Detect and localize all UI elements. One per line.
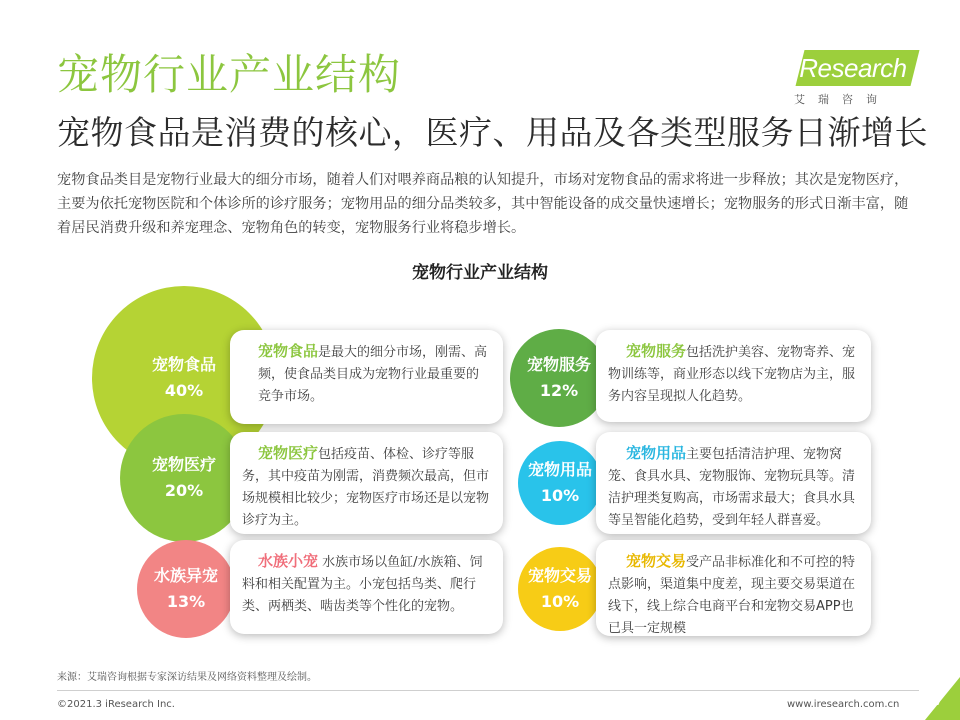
- card-pet-food: [230, 330, 503, 424]
- intro-paragraph: 宠物食品类目是宠物行业最大的细分市场，随着人们对喂养商品粮的认知提升，市场对宠物食品的需求将进一步释放；其次是宠物医疗，主要为依托宠物医院和个体诊所的诊疗服务；宠物用品的细分品类较多，其中智能设备的成交量快速增长；宠物服务的形式日渐丰富，随着居民消费升级和养宠理念、宠物角色的转变，宠物服务行业将稳步增长。: [57, 172, 909, 236]
- card-keyword: 宠物食品: [258, 342, 319, 360]
- chart-title: 宠物行业产业结构: [412, 263, 548, 283]
- circle-percent: 40%: [164, 381, 204, 400]
- card-keyword: 宠物医疗: [258, 444, 319, 462]
- copyright: ©2021.3 iResearch Inc.: [57, 699, 175, 710]
- card-keyword: 宠物交易: [626, 552, 687, 570]
- card-description: 包括疫苗、体检、诊疗等服务，其中疫苗为刚需，消费频次最高，但市场规模相比较少；宠物医疗市场还是以宠物诊疗为主。: [242, 447, 490, 528]
- circle-aquatic-exotic: [137, 540, 235, 638]
- card-description: 主要包括清洁护理、宠物窝笼、食具水具、宠物服饰、宠物玩具等。清洁护理类复购高，市场需求最大；食具水具等呈智能化趋势，受到年轻人群喜爱。: [608, 447, 856, 528]
- logo-chinese: 艾瑞咨询: [794, 93, 890, 106]
- circle-percent: 13%: [166, 592, 206, 611]
- circle-label: 宠物服务: [526, 355, 591, 375]
- card-description: 是最大的细分市场，刚需、高频，使食品类目成为宠物行业最重要的竞争市场。: [258, 345, 488, 404]
- circle-label: 水族异宠: [153, 566, 218, 586]
- website-link[interactable]: www.iresearch.com.cn: [787, 699, 900, 710]
- iresearch-logo: [790, 46, 915, 108]
- circle-percent: 20%: [164, 481, 204, 500]
- page-subtitle: 宠物食品是消费的核心，医疗、用品及各类型服务日渐增长: [57, 113, 928, 152]
- circle-label: 宠物医疗: [151, 455, 216, 475]
- circle-pet-supplies: [518, 441, 602, 525]
- circle-percent: 10%: [540, 486, 580, 505]
- circle-percent: 12%: [539, 381, 579, 400]
- card-pet-medical: [230, 432, 503, 534]
- source-note: 来源：艾瑞咨询根据专家深访结果及网络资料整理及绘制。: [57, 672, 317, 683]
- card-aquatic-exotic: [230, 540, 503, 634]
- circle-label: 宠物交易: [527, 566, 592, 586]
- card-pet-service: [596, 330, 871, 422]
- card-description: 水族市场以鱼缸/水族箱、饲料和相关配置为主。小宠包括鸟类、爬行类、两栖类、啮齿类等个性化的宠物。: [242, 555, 483, 614]
- circle-label: 宠物用品: [527, 460, 592, 480]
- card-pet-supplies: [596, 432, 871, 534]
- page-title: 宠物行业产业结构: [57, 50, 402, 99]
- card-keyword: 宠物服务: [626, 342, 687, 360]
- logo-brand: iResearch: [794, 53, 907, 83]
- circle-pet-service: [510, 329, 608, 427]
- circle-label: 宠物食品: [151, 355, 216, 375]
- circle-pet-medical: [120, 414, 248, 542]
- circle-percent: 10%: [540, 592, 580, 611]
- footer-divider: [57, 690, 919, 691]
- card-pet-trade: [596, 540, 871, 636]
- page-number: 7: [934, 694, 944, 709]
- card-description: 受产品非标准化和不可控的特点影响，渠道集中度差，现主要交易渠道在线下，线上综合电商平台和宠物交易APP也已具一定规模: [608, 555, 856, 636]
- card-keyword: 宠物用品: [626, 444, 687, 462]
- circle-pet-trade: [518, 547, 602, 631]
- card-description: 包括洗护美容、宠物寄养、宠物训练等，商业形态以线下宠物店为主，服务内容呈现拟人化趋势。: [608, 345, 856, 404]
- card-keyword: 水族小宠: [258, 552, 319, 570]
